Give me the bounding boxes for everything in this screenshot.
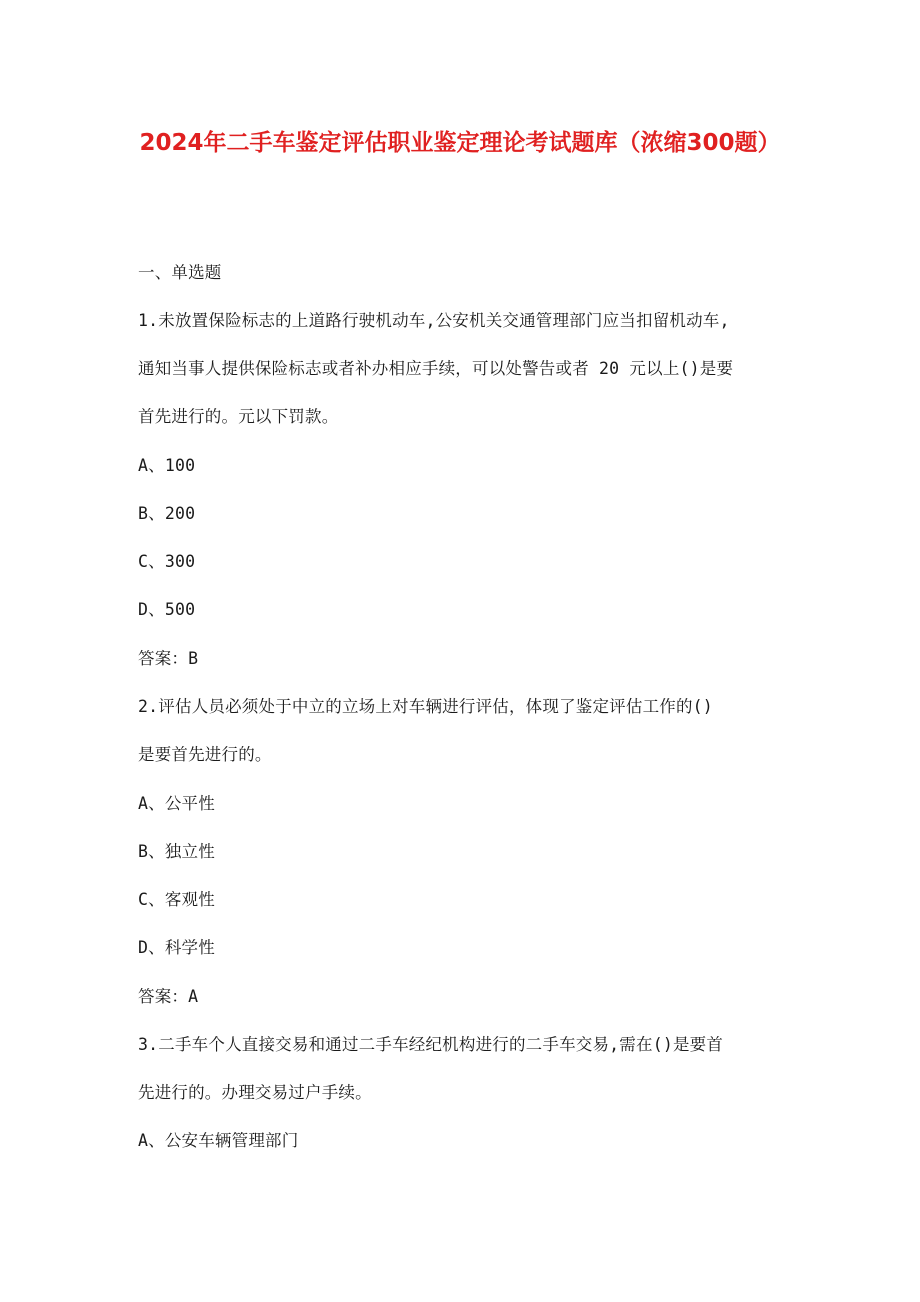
question-2-stem-line-2: 是要首先进行的。 — [138, 745, 272, 764]
question-3-stem-line-1: 3.二手车个人直接交易和通过二手车经纪机构进行的二手车交易,需在()是要首 — [138, 1035, 724, 1054]
question-2-option-d: D、科学性 — [138, 938, 215, 957]
question-1-option-d: D、500 — [138, 600, 196, 619]
question-1-option-b: B、200 — [138, 504, 196, 523]
question-3-stem-line-2: 先进行的。办理交易过户手续。 — [138, 1083, 372, 1102]
section-heading: 一、单选题 — [138, 263, 222, 282]
question-1-option-c: C、300 — [138, 552, 196, 571]
question-2-option-c: C、客观性 — [138, 890, 215, 909]
question-1-answer: 答案：B — [138, 649, 199, 668]
question-2-option-b: B、独立性 — [138, 842, 215, 861]
question-1-stem-line-3: 首先进行的。元以下罚款。 — [138, 407, 339, 426]
question-1-option-a: A、100 — [138, 456, 196, 475]
question-3-option-a: A、公安车辆管理部门 — [138, 1131, 299, 1150]
question-1-stem-line-2: 通知当事人提供保险标志或者补办相应手续，可以处警告或者 20 元以上()是要 — [138, 359, 734, 378]
question-2-stem-line-1: 2.评估人员必须处于中立的立场上对车辆进行评估，体现了鉴定评估工作的() — [138, 697, 713, 716]
question-2-option-a: A、公平性 — [138, 794, 215, 813]
question-2-answer: 答案：A — [138, 987, 199, 1006]
document-title: 2024年二手车鉴定评估职业鉴定理论考试题库（浓缩300题） — [139, 130, 781, 156]
question-1-stem-line-1: 1.未放置保险标志的上道路行驶机动车,公安机关交通管理部门应当扣留机动车, — [138, 311, 730, 330]
